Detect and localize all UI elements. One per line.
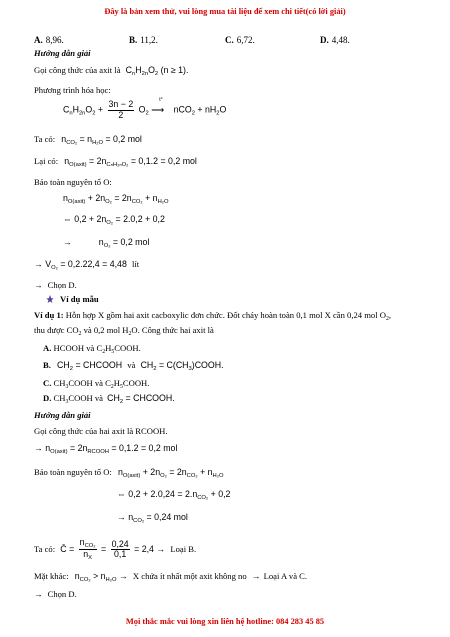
option-b: B. 11,2. xyxy=(129,35,158,45)
choose-d-line-2: → Chọn D. xyxy=(34,589,77,599)
rcooh-line: Gọi công thức của hai axit là RCOOH. xyxy=(34,426,168,436)
reaction-equation: $C_nH_{2n}O_2$ + $\frac{3n - 2}{2}$ $O_2$ t° ⟶ $nCO_2 + nH_2O$ xyxy=(63,96,227,120)
matkhac-line: Mặt khác: $n_{CO_2} > n_{H_2O} \to X$ chứa ít nhất một axit không no → Loại A và C. xyxy=(34,571,308,583)
laico-line: Lại có: $n_{O(axit)} = 2n_{C_nH_{2n}O_2} = 0,1.2 = 0,2$ mol xyxy=(34,156,197,168)
o-acid-result: → $n_{O(axit)} = 2n_{RCOOH} = 0,1.2 = 0,2$ mol xyxy=(34,443,178,455)
choose-d-line: → Chọn D. xyxy=(34,280,77,290)
option-c: C. 6,72. xyxy=(225,35,255,45)
ex-option-d: D. $CH_3COOH$ và $CH_2$ = CHCOOH. xyxy=(43,393,175,405)
header-banner: Đây là bản xem thử, vui lòng mua tài liệu để xem chi tiết(có lời giải) xyxy=(104,7,346,16)
balance-eq-3: → $n_{O_2} = 0,2$ mol xyxy=(63,237,150,249)
example1-line-1: Ví dụ 1: Hỗn hợp X gồm hai axit cacboxylic đơn chức. Đốt cháy hoàn toàn 0,1 mol X cần 0,24 mol $O_2$, xyxy=(34,310,392,322)
reaction-intro-line: Phương trình hóa học: xyxy=(34,85,111,95)
volume-result: → $V_{O_2} = 0,2.22,4 = 4,48$ lít xyxy=(34,259,140,271)
balance-eq-1: $n_{O(axit)} + 2n_{O_2} = 2n_{CO_2} + n_{H_2O}$ xyxy=(63,193,169,205)
formula-intro-line: Gọi công thức của axit là $C_nH_{2n}O_2$ (n ≥ 1). xyxy=(34,65,189,77)
balance2-eq-2: ⇔ $0,2 + 2.0,24 = 2.n_{CO_2} + 0,2$ xyxy=(117,489,231,501)
example-title: Ví dụ mẫu xyxy=(46,294,99,305)
baotoan-line: Bảo toàn nguyên tố O: xyxy=(34,177,112,187)
taco-line: Ta có: $n_{CO_2} = n_{H_2O} = 0,2$ mol xyxy=(34,134,142,146)
footer-banner: Mọi thắc mắc vui lòng xin liên hệ hotline: 084 283 45 85 xyxy=(125,617,325,626)
ex-option-b: B. $CH_2$ = CHCOOH và $CH_2$ = $C(CH_3)COOH$. xyxy=(43,360,224,372)
pointing-hand-icon xyxy=(46,295,54,303)
ex-option-c: C. $CH_3COOH$ và $C_2H_5COOH$. xyxy=(43,378,150,390)
right-arrow-icon: → xyxy=(34,280,43,290)
solution-heading-2: Hướng dẫn giải xyxy=(34,410,91,420)
balance2-eq-3: → $n_{CO_2} = 0,24$ mol xyxy=(117,512,188,524)
ex-option-a: A. HCOOH và $C_2H_5COOH$. xyxy=(43,343,141,355)
example1-line-2: thu được $CO_2$ và 0,2 mol $H_2O$. Công thức hai axit là xyxy=(34,325,214,337)
solution-heading: Hướng dẫn giải xyxy=(34,48,91,58)
taco-line-2: Ta có: C̄ = $\frac{n_{CO_2}}{n_X}$ = $\frac{0,24}{0,1}$ = 2,4 → Loại B. xyxy=(34,537,197,562)
option-a: A. 8,96. xyxy=(34,35,64,45)
right-arrow-icon: → xyxy=(34,589,43,599)
balance-eq-2: ⇔ $0,2 + 2n_{O_2} = 2.0,2 + 0,2$ xyxy=(63,214,165,226)
option-d: D. 4,48. xyxy=(320,35,350,45)
baotoan-line-2: Bảo toàn nguyên tố O: $n_{O(axit)} + 2n_{O_2} = 2n_{CO_2} + n_{H_2O}$ xyxy=(34,467,224,479)
